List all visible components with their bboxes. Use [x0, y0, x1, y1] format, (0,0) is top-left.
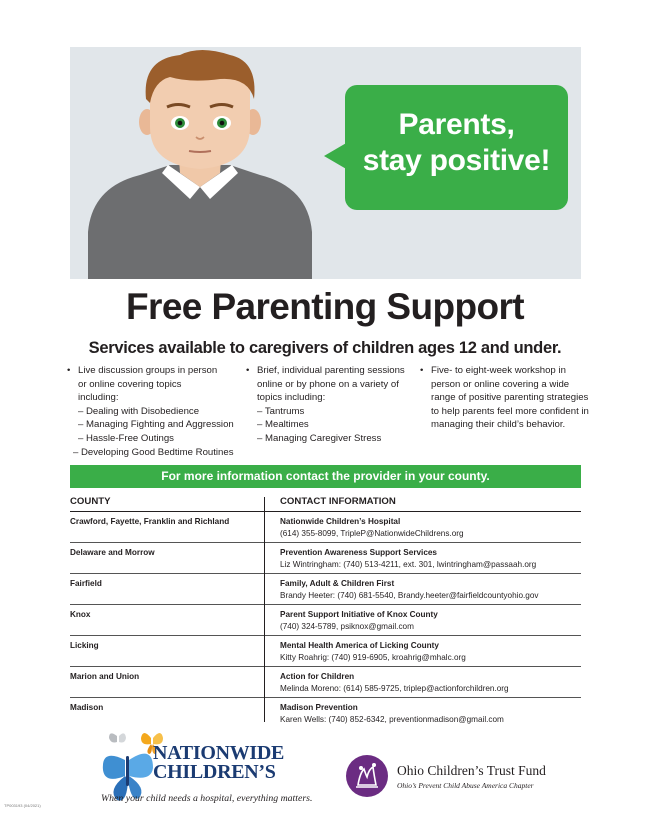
text-line: • Live discussion groups in person: [78, 365, 218, 376]
contact-detail: Melinda Moreno: (614) 585-9725, triplep@actionforchildren.org: [280, 683, 509, 693]
table-row: [70, 667, 581, 698]
county-cell: Delaware and Morrow: [70, 548, 155, 557]
contact-table: [70, 493, 581, 728]
contact-detail: Brandy Heeter: (740) 681-5540, Brandy.heeter@fairfieldcountyohio.gov: [280, 590, 539, 600]
table-row: [70, 574, 581, 605]
topic-item: – Managing Fighting and Aggression: [78, 419, 234, 431]
header-contact: CONTACT INFORMATION: [280, 496, 396, 507]
county-cell: Marion and Union: [70, 672, 140, 681]
table-row: [70, 636, 581, 667]
service-column-2: [246, 364, 411, 446]
contact-cell: [280, 516, 464, 539]
nc-line-1: NATIONWIDE: [153, 742, 285, 764]
document-code: TP003193 (04/2021): [4, 803, 41, 808]
topic-item: – Managing Caregiver Stress: [257, 432, 382, 444]
bullet-text: [67, 364, 237, 405]
text-line: range of positive parenting strategies: [431, 392, 589, 404]
service-column-3: [420, 364, 590, 432]
text-line: topics including:: [257, 392, 326, 404]
text-line: including:: [78, 392, 119, 404]
bubble-line-1: Parents,: [398, 108, 515, 141]
text-line: to help parents feel more confident in: [431, 405, 589, 417]
topic-item: – Dealing with Disobedience: [78, 405, 200, 417]
text-line: managing their child’s behavior.: [431, 419, 566, 431]
org-name: Mental Health America of Licking County: [280, 641, 439, 650]
topic-item: – Developing Good Bedtime Routines: [73, 446, 234, 458]
text-line: • Five- to eight-week workshop in: [431, 365, 566, 376]
table-header: [70, 493, 581, 512]
contact-cell: [280, 640, 466, 663]
county-cell: Licking: [70, 641, 99, 650]
speech-bubble-text: [345, 107, 568, 179]
table-row: [70, 698, 581, 728]
service-column-1: [67, 364, 237, 459]
org-name: Prevention Awareness Support Services: [280, 548, 437, 557]
contact-cell: [280, 578, 539, 601]
contact-detail: Karen Wells: (740) 852-6342, preventionmadison@gmail.com: [280, 714, 504, 724]
table-column-divider: [264, 497, 265, 722]
contact-detail: Liz Wintringham: (740) 513-4211, ext. 301, lwintringham@passaah.org: [280, 559, 537, 569]
page-title: Free Parenting Support: [126, 286, 524, 327]
county-cell: Madison: [70, 703, 104, 712]
contact-cell: [280, 609, 438, 632]
text-line: or online covering topics: [78, 378, 182, 390]
org-name: Nationwide Children’s Hospital: [280, 517, 401, 526]
bubble-line-2: stay positive!: [362, 144, 551, 177]
octf-subtitle: Ohio’s Prevent Child Abuse America Chapter: [397, 781, 534, 790]
nc-tagline: When your child needs a hospital, everything matters.: [101, 793, 313, 804]
table-row: [70, 543, 581, 574]
contact-detail: (614) 355-8099, TripleP@NationwideChildrens.org: [280, 528, 464, 538]
county-cell: Crawford, Fayette, Franklin and Richland: [70, 517, 230, 526]
info-bar: For more information contact the provider in your county.: [70, 465, 581, 488]
org-name: Family, Adult & Children First: [280, 579, 395, 588]
octf-name: Ohio Children’s Trust Fund: [397, 763, 546, 778]
nationwide-childrens-wordmark: [153, 744, 284, 782]
org-name: Action for Children: [280, 672, 355, 681]
text-line: online or by phone on a variety of: [257, 378, 399, 390]
table-row: [70, 605, 581, 636]
county-cell: Fairfield: [70, 579, 102, 588]
topic-item: – Tantrums: [257, 405, 305, 417]
text-line: person or online covering a wide: [431, 378, 570, 390]
contact-cell: [280, 671, 509, 694]
contact-detail: (740) 324-5789, psiknox@gmail.com: [280, 621, 414, 631]
text-line: • Brief, individual parenting sessions: [257, 365, 405, 376]
topic-item: – Mealtimes: [257, 419, 309, 431]
nc-line-2: CHILDREN’S: [153, 761, 276, 783]
org-name: Madison Prevention: [280, 703, 358, 712]
topic-item: – Hassle-Free Outings: [78, 432, 174, 444]
county-cell: Knox: [70, 610, 91, 619]
contact-cell: [280, 702, 504, 725]
contact-detail: Kitty Roahrig: (740) 919-6905, kroahrig@mhalc.org: [280, 652, 466, 662]
page-subtitle: Services available to caregivers of children ages 12 and under.: [88, 339, 562, 357]
bullet-text: [420, 364, 590, 432]
org-name: Parent Support Initiative of Knox County: [280, 610, 438, 619]
octf-seal-icon: [346, 755, 388, 797]
table-row: [70, 512, 581, 543]
hero-banner: [70, 47, 581, 279]
bullet-text: [246, 364, 411, 405]
header-county: COUNTY: [70, 496, 111, 507]
contact-cell: [280, 547, 536, 570]
